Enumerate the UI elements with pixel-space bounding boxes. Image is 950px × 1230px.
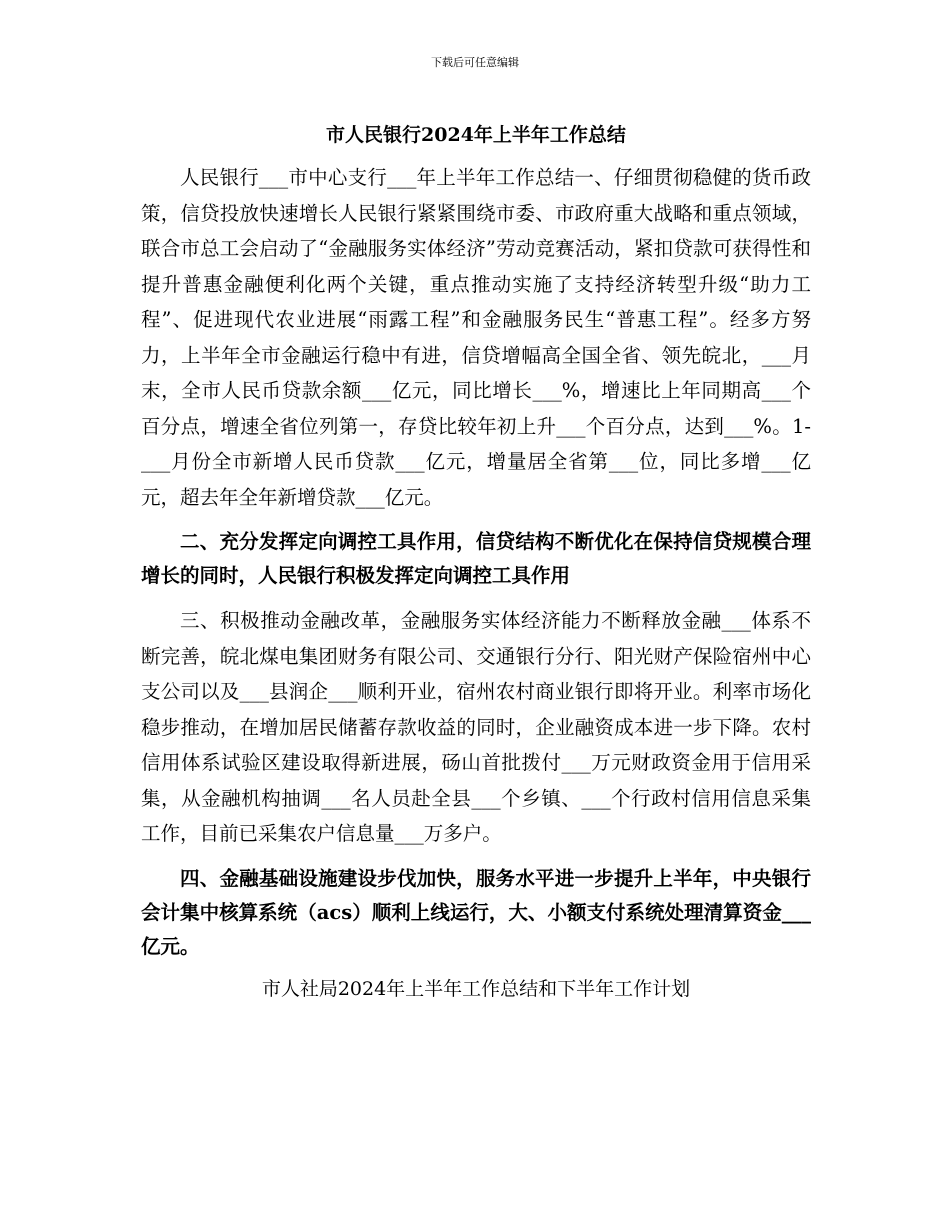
document-subtitle: 市人社局2024年上半年工作总结和下半年工作计划 [261,977,691,1000]
paragraph-2-heading: 二、充分发挥定向调控工具作用，信贷结构不断优化在保持信贷规模合理增长的同时，人民银行积极发挥定向调控工具作用 [141,530,811,587]
paragraph-3: 三、积极推动金融改革，金融服务实体经济能力不断释放金融___体系不断完善，皖北煤电集团财务有限公司、交通银行分行、阳光财产保险宿州中心支公司以及___县润企___顺利开业，宿州农村商业银行即将开业。利率市场化稳步推动，在增加居民储蓄存款收益的同时，企业融资成本进一步下降。农村信用体系试验区建设取得新进展，砀山首批拨付___万元财政资金用于信用采集，从金融机构抽调___名人员赴全县___个乡镇、___个行政村信用信息采集工作，目前已采集农户信息量___万多户。 [141,609,811,845]
page-header-note: 下载后可任意编辑 [431,56,519,69]
document-title: 市人民银行2024年上半年工作总结 [326,124,626,146]
document-body [141,120,811,1004]
paragraph-4-heading: 四、金融基础设施建设步伐加快，服务水平进一步提升上半年，中央银行会计集中核算系统（acs）顺利上线运行，大、小额支付系统处理清算资金___亿元。 [141,866,811,958]
paragraph-1: 人民银行___市中心支行___年上半年工作总结一、仔细贯彻稳健的货币政策，信贷投放快速增长人民银行紧紧围绕市委、市政府重大战略和重点领域，联合市总工会启动了“金融服务实体经济”劳动竞赛活动，紧扣贷款可获得性和提升普惠金融便利化两个关键，重点推动实施了支持经济转型升级“助力工程”、促进现代农业进展“雨露工程”和金融服务民生“普惠工程”。经多方努力，上半年全市金融运行稳中有进，信贷增幅高全国全省、领先皖北，___月末，全市人民币贷款余额___亿元，同比增长___%，增速比上年同期高___个百分点，增速全省位列第一，存贷比较年初上升___个百分点，达到___%。1-___月份全市新增人民币贷款___亿元，增量居全省第___位，同比多增___亿元，超去年全年新增贷款___亿元。 [141,166,811,509]
